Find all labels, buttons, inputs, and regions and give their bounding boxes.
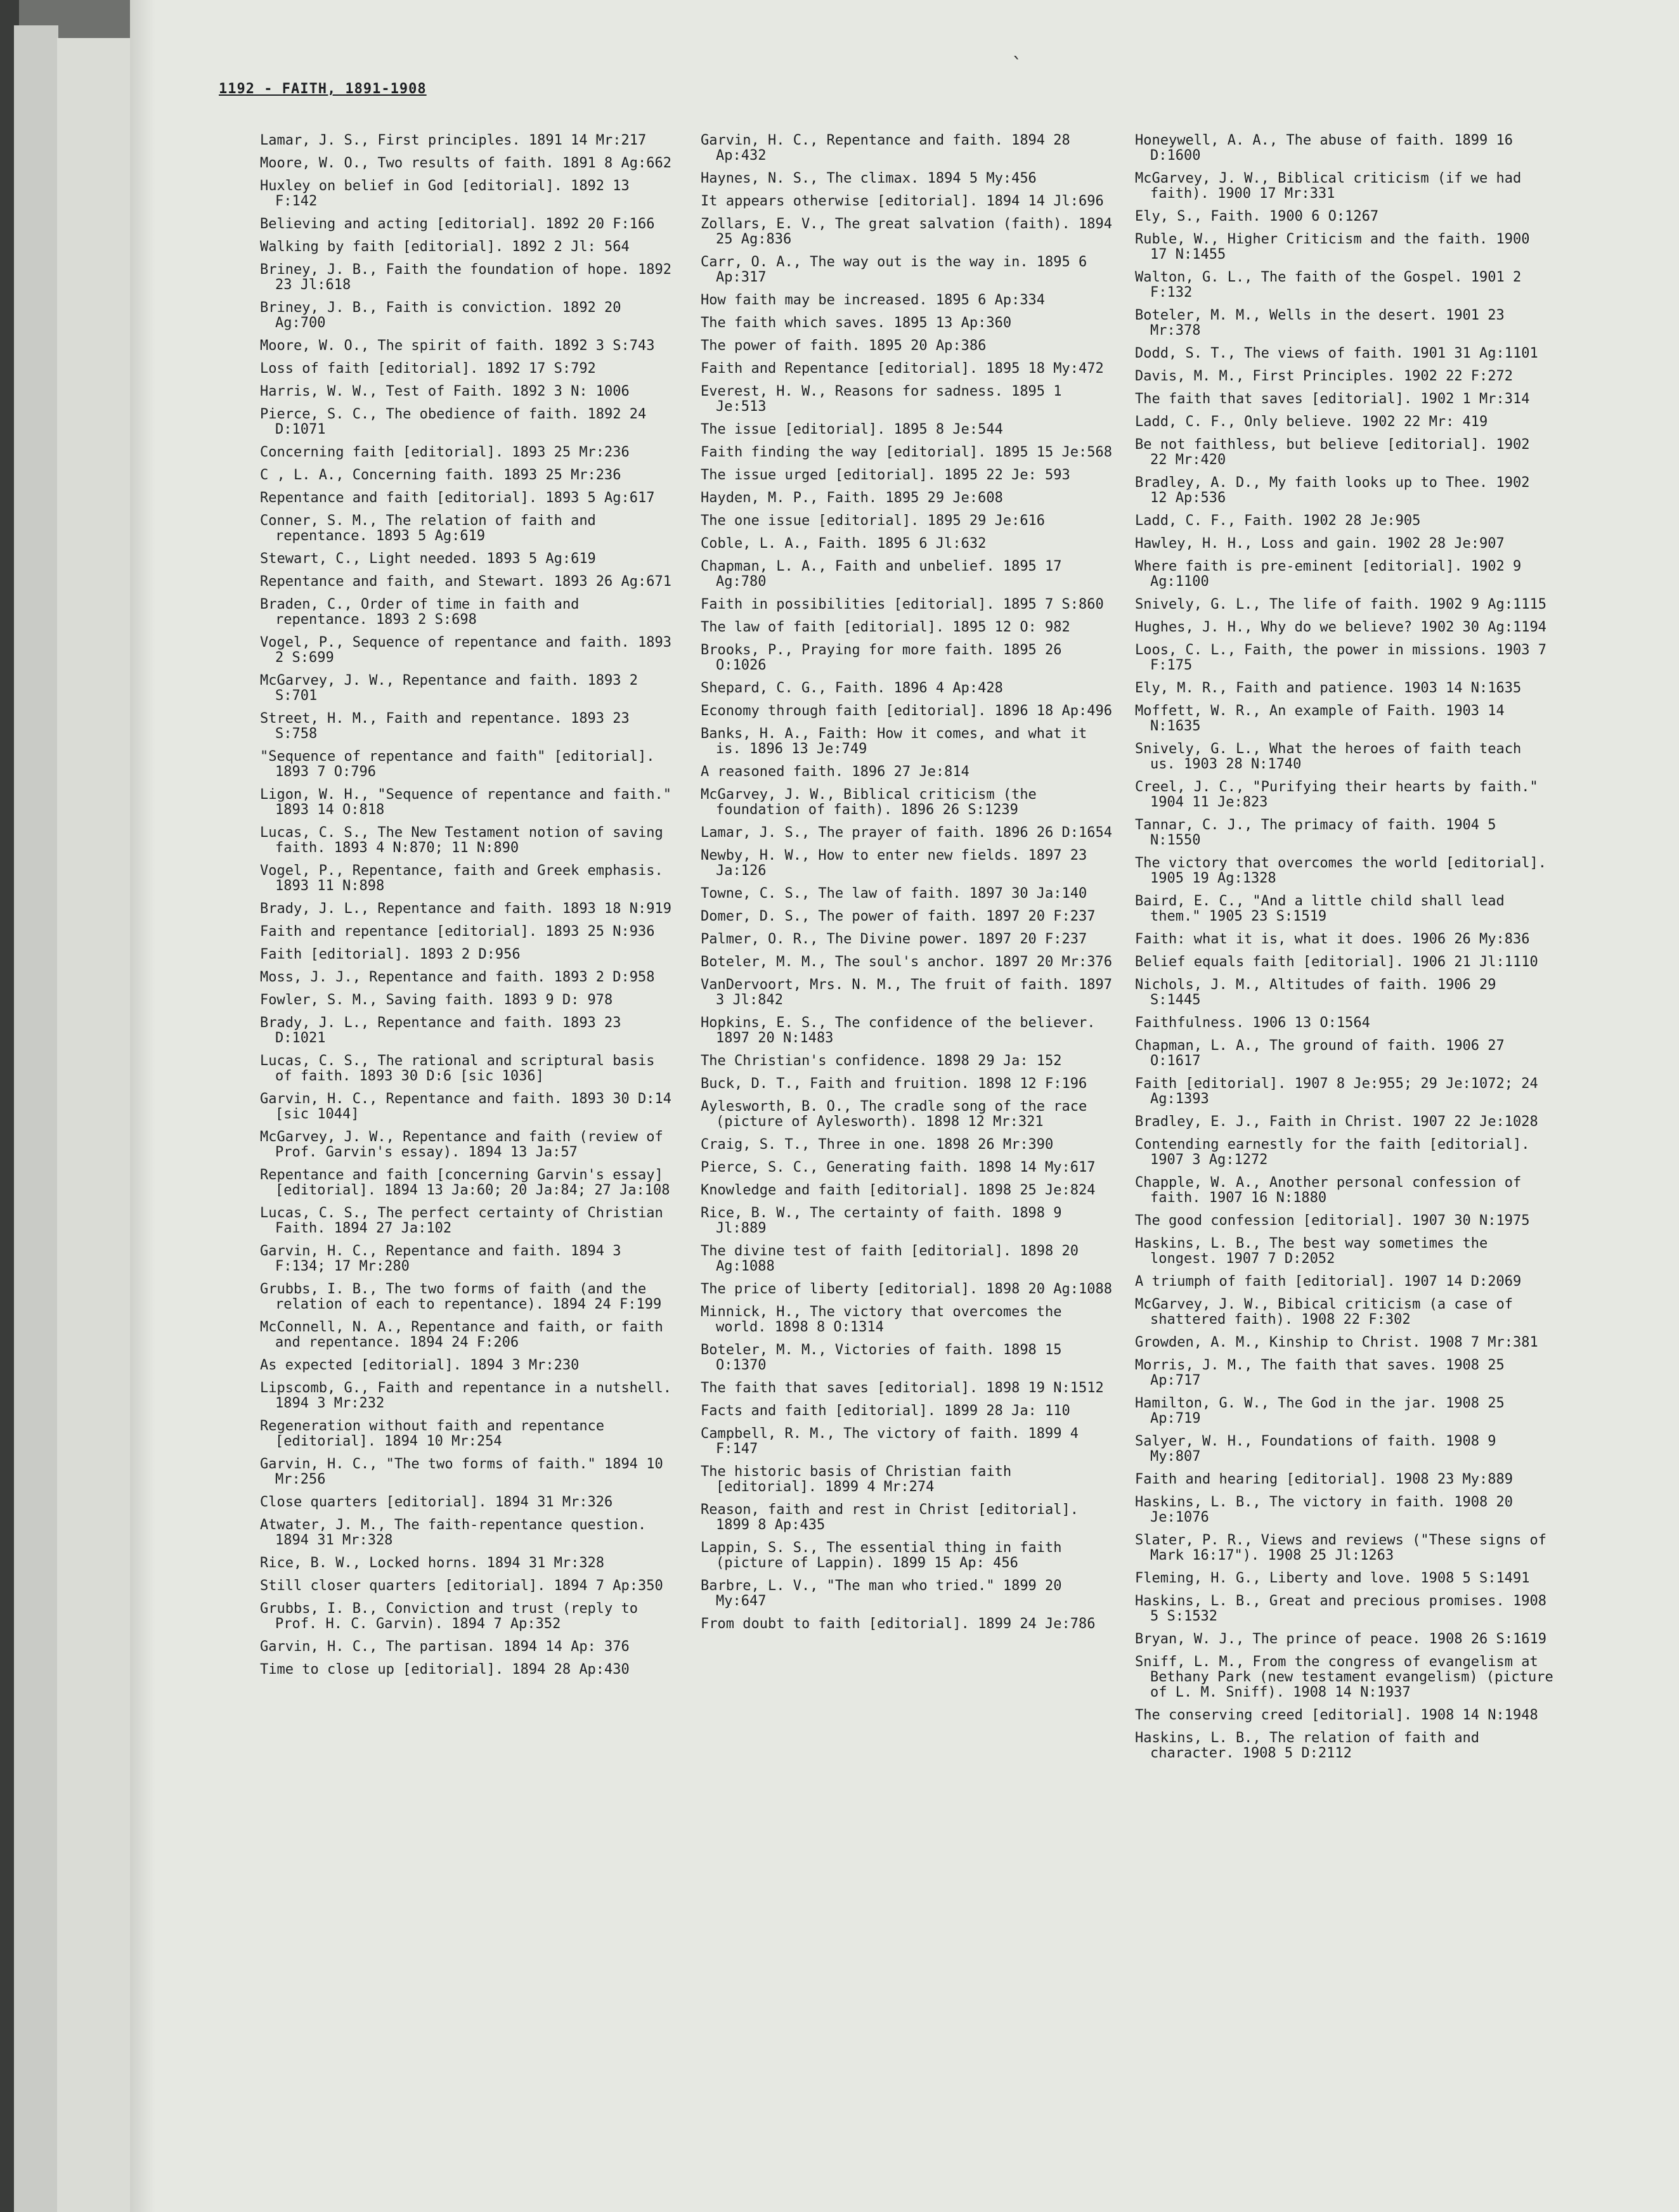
index-entry: Loss of faith [editorial]. 1892 17 S:792 bbox=[260, 361, 596, 377]
index-entry: Close quarters [editorial]. 1894 31 Mr:326 bbox=[260, 1494, 613, 1510]
index-entry: Lipscomb, G., Faith and repentance in a nutshell. 1894 3 Mr:232 bbox=[260, 1380, 672, 1411]
index-entry: Nichols, J. M., Altitudes of faith. 1906 29 S:1445 bbox=[1135, 977, 1496, 1008]
index-entry: Hughes, J. H., Why do we believe? 1902 30 Ag:1194 bbox=[1135, 619, 1547, 635]
index-entry: Hayden, M. P., Faith. 1895 29 Je:608 bbox=[701, 490, 1003, 506]
index-entry: A triumph of faith [editorial]. 1907 14 D:2069 bbox=[1135, 1274, 1522, 1290]
index-entry: Briney, J. B., Faith is conviction. 1892 20 Ag:700 bbox=[260, 300, 621, 331]
index-entry: Briney, J. B., Faith the foundation of hope. 1892 23 Jl:618 bbox=[260, 262, 672, 293]
index-entry: Bradley, E. J., Faith in Christ. 1907 22 Je:1028 bbox=[1135, 1114, 1538, 1130]
index-entry: Morris, J. M., The faith that saves. 1908 25 Ap:717 bbox=[1135, 1357, 1505, 1388]
index-entry: Boteler, M. M., Wells in the desert. 1901 23 Mr:378 bbox=[1135, 307, 1505, 339]
index-entry: Concerning faith [editorial]. 1893 25 Mr:236 bbox=[260, 444, 630, 460]
index-entry: Chapple, W. A., Another personal confession of faith. 1907 16 N:1880 bbox=[1135, 1175, 1522, 1206]
index-entry: The Christian's confidence. 1898 29 Ja: 152 bbox=[701, 1053, 1062, 1069]
page-header: 1192 - FAITH, 1891-1908 bbox=[219, 81, 427, 97]
index-entry: Garvin, H. C., The partisan. 1894 14 Ap: 376 bbox=[260, 1639, 630, 1655]
index-entry: Ely, S., Faith. 1900 6 O:1267 bbox=[1135, 209, 1379, 224]
index-entry: Lucas, C. S., The perfect certainty of Christian Faith. 1894 27 Ja:102 bbox=[260, 1205, 663, 1236]
index-entry: Harris, W. W., Test of Faith. 1892 3 N: 1006 bbox=[260, 384, 630, 399]
index-entry: Ladd, C. F., Only believe. 1902 22 Mr: 419 bbox=[1135, 414, 1488, 430]
index-entry: Lappin, S. S., The essential thing in faith (picture of Lappin). 1899 15 Ap: 456 bbox=[701, 1540, 1062, 1571]
index-entry: The one issue [editorial]. 1895 29 Je:616 bbox=[701, 513, 1046, 529]
index-entry: The divine test of faith [editorial]. 1898 20 Ag:1088 bbox=[701, 1243, 1079, 1274]
index-entry: Growden, A. M., Kinship to Christ. 1908 7 Mr:381 bbox=[1135, 1335, 1538, 1350]
index-entry: Knowledge and faith [editorial]. 1898 25 Je:824 bbox=[701, 1182, 1096, 1198]
index-entry: Repentance and faith [editorial]. 1893 5 Ag:617 bbox=[260, 490, 655, 506]
index-entry: Still closer quarters [editorial]. 1894 7 Ap:350 bbox=[260, 1578, 663, 1594]
index-entry: Sniff, L. M., From the congress of evangelism at Bethany Park (new testament evangelism) (picture of L. M. Sniff). 1908 14 N:1937 bbox=[1135, 1654, 1553, 1700]
index-entry: Creel, J. C., "Purifying their hearts by faith." 1904 11 Je:823 bbox=[1135, 779, 1538, 810]
index-entry: Street, H. M., Faith and repentance. 1893 23 S:758 bbox=[260, 711, 630, 742]
index-entry: Time to close up [editorial]. 1894 28 Ap:430 bbox=[260, 1662, 630, 1678]
index-entry: Slater, P. R., Views and reviews ("These signs of Mark 16:17"). 1908 25 Jl:1263 bbox=[1135, 1532, 1547, 1563]
index-entry: Salyer, W. H., Foundations of faith. 1908 9 My:807 bbox=[1135, 1433, 1496, 1465]
index-entry: Newby, H. W., How to enter new fields. 1897 23 Ja:126 bbox=[701, 848, 1087, 879]
index-entry: Moffett, W. R., An example of Faith. 1903 14 N:1635 bbox=[1135, 703, 1505, 734]
index-entry: Bryan, W. J., The prince of peace. 1908 26 S:1619 bbox=[1135, 1631, 1547, 1647]
index-entry: Lucas, C. S., The New Testament notion of saving faith. 1893 4 N:870; 11 N:890 bbox=[260, 825, 663, 856]
index-entry: VanDervoort, Mrs. N. M., The fruit of faith. 1897 3 Jl:842 bbox=[701, 977, 1113, 1008]
index-entry: Boteler, M. M., Victories of faith. 1898 15 O:1370 bbox=[701, 1342, 1062, 1373]
index-entry: McGarvey, J. W., Biblical criticism (the foundation of faith). 1896 26 S:1239 bbox=[701, 787, 1037, 818]
index-entry: Brooks, P., Praying for more faith. 1895 26 O:1026 bbox=[701, 642, 1062, 673]
index-entry: McGarvey, J. W., Bibical criticism (a case of shattered faith). 1908 22 F:302 bbox=[1135, 1297, 1514, 1328]
index-entry: The law of faith [editorial]. 1895 12 O: 982 bbox=[701, 619, 1070, 635]
index-entry: Faith and repentance [editorial]. 1893 25 N:936 bbox=[260, 924, 655, 940]
index-entry: Honeywell, A. A., The abuse of faith. 1899 16 D:1600 bbox=[1135, 133, 1514, 164]
index-entry: Bradley, A. D., My faith looks up to Thee. 1902 12 Ap:536 bbox=[1135, 475, 1530, 506]
index-entry: McGarvey, J. W., Repentance and faith (review of Prof. Garvin's essay). 1894 13 Ja:57 bbox=[260, 1129, 663, 1160]
index-entry: The victory that overcomes the world [editorial]. 1905 19 Ag:1328 bbox=[1135, 855, 1547, 886]
index-entry: Facts and faith [editorial]. 1899 28 Ja: 110 bbox=[701, 1403, 1070, 1419]
index-entry: Haynes, N. S., The climax. 1894 5 My:456 bbox=[701, 171, 1037, 186]
index-entry: Contending earnestly for the faith [editorial]. 1907 3 Ag:1272 bbox=[1135, 1137, 1530, 1168]
index-entry: Tannar, C. J., The primacy of faith. 1904 5 N:1550 bbox=[1135, 817, 1496, 848]
index-entry: McGarvey, J. W., Repentance and faith. 1893 2 S:701 bbox=[260, 673, 639, 704]
index-entry: Moore, W. O., Two results of faith. 1891 8 Ag:662 bbox=[260, 155, 672, 171]
index-entry: Palmer, O. R., The Divine power. 1897 20 F:237 bbox=[701, 931, 1087, 947]
index-entry: Ladd, C. F., Faith. 1902 28 Je:905 bbox=[1135, 513, 1421, 529]
index-entry: It appears otherwise [editorial]. 1894 14 Jl:696 bbox=[701, 193, 1104, 209]
index-entry: Shepard, C. G., Faith. 1896 4 Ap:428 bbox=[701, 680, 1003, 696]
index-entry: Economy through faith [editorial]. 1896 18 Ap:496 bbox=[701, 703, 1113, 719]
document-page bbox=[130, 0, 1679, 2212]
index-entry: The issue urged [editorial]. 1895 22 Je: 593 bbox=[701, 467, 1070, 483]
page-edge-middle bbox=[57, 38, 133, 2212]
index-entry: Faith in possibilities [editorial]. 1895 7 S:860 bbox=[701, 597, 1104, 612]
index-entry: Garvin, H. C., Repentance and faith. 1894 3 F:134; 17 Mr:280 bbox=[260, 1243, 621, 1274]
index-entry: Hamilton, G. W., The God in the jar. 1908 25 Ap:719 bbox=[1135, 1395, 1505, 1426]
index-column-1 bbox=[260, 133, 678, 1685]
index-entry: Stewart, C., Light needed. 1893 5 Ag:619 bbox=[260, 551, 596, 567]
index-entry: Pierce, S. C., Generating faith. 1898 14 My:617 bbox=[701, 1160, 1096, 1175]
index-entry: How faith may be increased. 1895 6 Ap:334 bbox=[701, 292, 1046, 308]
index-entry: Garvin, H. C., Repentance and faith. 1893 30 D:14 [sic 1044] bbox=[260, 1091, 672, 1122]
index-entry: Ruble, W., Higher Criticism and the faith. 1900 17 N:1455 bbox=[1135, 231, 1530, 262]
index-entry: Garvin, H. C., "The two forms of faith." 1894 10 Mr:256 bbox=[260, 1456, 663, 1487]
index-entry: Be not faithless, but believe [editorial]. 1902 22 Mr:420 bbox=[1135, 437, 1530, 468]
index-entry: C , L. A., Concerning faith. 1893 25 Mr:236 bbox=[260, 467, 621, 483]
index-entry: Braden, C., Order of time in faith and repentance. 1893 2 S:698 bbox=[260, 597, 580, 628]
index-entry: A reasoned faith. 1896 27 Je:814 bbox=[701, 764, 969, 780]
index-entry: The faith that saves [editorial]. 1902 1 Mr:314 bbox=[1135, 391, 1530, 407]
index-entry: Faith finding the way [editorial]. 1895 15 Je:568 bbox=[701, 444, 1113, 460]
index-entry: Hopkins, E. S., The confidence of the believer. 1897 20 N:1483 bbox=[701, 1015, 1096, 1046]
index-entry: Rice, B. W., Locked horns. 1894 31 Mr:328 bbox=[260, 1555, 605, 1571]
index-entry: From doubt to faith [editorial]. 1899 24 Je:786 bbox=[701, 1616, 1096, 1632]
index-entry: McConnell, N. A., Repentance and faith, or faith and repentance. 1894 24 F:206 bbox=[260, 1319, 663, 1350]
index-entry: Faith [editorial]. 1907 8 Je:955; 29 Je:1072; 24 Ag:1393 bbox=[1135, 1076, 1538, 1107]
index-entry: The conserving creed [editorial]. 1908 14 N:1948 bbox=[1135, 1707, 1538, 1723]
index-entry: Lamar, J. S., The prayer of faith. 1896 26 D:1654 bbox=[701, 825, 1113, 841]
index-entry: Lamar, J. S., First principles. 1891 14 Mr:217 bbox=[260, 133, 647, 148]
index-entry: Haskins, L. B., The victory in faith. 1908 20 Je:1076 bbox=[1135, 1494, 1514, 1525]
index-entry: Repentance and faith [concerning Garvin's essay] [editorial]. 1894 13 Ja:60; 20 Ja:84; 27 Ja:108 bbox=[260, 1167, 670, 1198]
index-entry: Ely, M. R., Faith and patience. 1903 14 N:1635 bbox=[1135, 680, 1522, 696]
index-entry: Towne, C. S., The law of faith. 1897 30 Ja:140 bbox=[701, 886, 1087, 902]
index-entry: Snively, G. L., What the heroes of faith teach us. 1903 28 N:1740 bbox=[1135, 741, 1522, 772]
index-entry: Grubbs, I. B., Conviction and trust (reply to Prof. H. C. Garvin). 1894 7 Ap:352 bbox=[260, 1601, 639, 1632]
index-entry: Where faith is pre-eminent [editorial]. 1902 9 Ag:1100 bbox=[1135, 559, 1522, 590]
index-entry: Davis, M. M., First Principles. 1902 22 F:272 bbox=[1135, 368, 1514, 384]
index-entry: Ligon, W. H., "Sequence of repentance and faith." 1893 14 O:818 bbox=[260, 787, 672, 818]
index-column-3 bbox=[1135, 133, 1553, 1769]
index-entry: Brady, J. L., Repentance and faith. 1893 23 D:1021 bbox=[260, 1015, 621, 1046]
index-entry: The price of liberty [editorial]. 1898 20 Ag:1088 bbox=[701, 1281, 1113, 1297]
index-entry: Faith and Repentance [editorial]. 1895 18 My:472 bbox=[701, 361, 1104, 377]
index-entry: The power of faith. 1895 20 Ap:386 bbox=[701, 338, 987, 354]
index-entry: Minnick, H., The victory that overcomes the world. 1898 8 O:1314 bbox=[701, 1304, 1062, 1335]
index-entry: Grubbs, I. B., The two forms of faith (and the relation of each to repentance). 1894 24 F:199 bbox=[260, 1281, 662, 1312]
index-entry: Snively, G. L., The life of faith. 1902 9 Ag:1115 bbox=[1135, 597, 1547, 612]
index-entry: The faith that saves [editorial]. 1898 19 N:1512 bbox=[701, 1380, 1104, 1396]
index-entry: Regeneration without faith and repentance [editorial]. 1894 10 Mr:254 bbox=[260, 1418, 605, 1449]
index-entry: Banks, H. A., Faith: How it comes, and what it is. 1896 13 Je:749 bbox=[701, 726, 1087, 757]
index-entry: Barbre, L. V., "The man who tried." 1899 20 My:647 bbox=[701, 1578, 1062, 1609]
index-entry: Faithfulness. 1906 13 O:1564 bbox=[1135, 1015, 1370, 1031]
index-entry: The historic basis of Christian faith [editorial]. 1899 4 Mr:274 bbox=[701, 1464, 1012, 1495]
index-entry: Conner, S. M., The relation of faith and repentance. 1893 5 Ag:619 bbox=[260, 513, 596, 544]
index-entry: Fleming, H. G., Liberty and love. 1908 5 S:1491 bbox=[1135, 1570, 1530, 1586]
index-entry: Faith and hearing [editorial]. 1908 23 My:889 bbox=[1135, 1471, 1514, 1487]
index-entry: Haskins, L. B., Great and precious promises. 1908 5 S:1532 bbox=[1135, 1593, 1547, 1624]
index-entry: Huxley on belief in God [editorial]. 1892 13 F:142 bbox=[260, 178, 630, 209]
index-entry: Hawley, H. H., Loss and gain. 1902 28 Je:907 bbox=[1135, 536, 1505, 552]
index-entry: Walton, G. L., The faith of the Gospel. 1901 2 F:132 bbox=[1135, 269, 1522, 301]
page-edge-back bbox=[14, 25, 58, 2212]
index-entry: Lucas, C. S., The rational and scriptural basis of faith. 1893 30 D:6 [sic 1036] bbox=[260, 1053, 655, 1084]
index-entry: The good confession [editorial]. 1907 30 N:1975 bbox=[1135, 1213, 1530, 1229]
index-entry: Reason, faith and rest in Christ [editorial]. 1899 8 Ap:435 bbox=[701, 1502, 1079, 1533]
index-entry: Campbell, R. M., The victory of faith. 1899 4 F:147 bbox=[701, 1426, 1079, 1457]
index-column-2 bbox=[701, 133, 1119, 1640]
index-entry: Boteler, M. M., The soul's anchor. 1897 20 Mr:376 bbox=[701, 954, 1113, 970]
index-entry: Coble, L. A., Faith. 1895 6 Jl:632 bbox=[701, 536, 987, 552]
index-entry: As expected [editorial]. 1894 3 Mr:230 bbox=[260, 1357, 580, 1373]
index-entry: Chapman, L. A., Faith and unbelief. 1895 17 Ag:780 bbox=[701, 559, 1062, 590]
index-entry: Everest, H. W., Reasons for sadness. 1895 1 Je:513 bbox=[701, 384, 1062, 415]
index-entry: Haskins, L. B., The best way sometimes the longest. 1907 7 D:2052 bbox=[1135, 1236, 1488, 1267]
index-entry: The issue [editorial]. 1895 8 Je:544 bbox=[701, 422, 1003, 437]
index-entry: Walking by faith [editorial]. 1892 2 Jl: 564 bbox=[260, 239, 630, 255]
index-entry: Vogel, P., Sequence of repentance and faith. 1893 2 S:699 bbox=[260, 635, 672, 666]
index-entry: Haskins, L. B., The relation of faith and character. 1908 5 D:2112 bbox=[1135, 1730, 1480, 1761]
index-entry: Aylesworth, B. O., The cradle song of the race (picture of Aylesworth). 1898 12 Mr:321 bbox=[701, 1099, 1087, 1130]
stray-mark: ` bbox=[1011, 54, 1023, 76]
index-entry: Believing and acting [editorial]. 1892 20 F:166 bbox=[260, 216, 655, 232]
index-entry: Carr, O. A., The way out is the way in. 1895 6 Ap:317 bbox=[701, 254, 1087, 285]
index-entry: Atwater, J. M., The faith-repentance question. 1894 31 Mr:328 bbox=[260, 1517, 647, 1548]
index-entry: Moss, J. J., Repentance and faith. 1893 2 D:958 bbox=[260, 969, 655, 985]
index-entry: Zollars, E. V., The great salvation (faith). 1894 25 Ag:836 bbox=[701, 216, 1113, 247]
index-entry: McGarvey, J. W., Biblical criticism (if we had faith). 1900 17 Mr:331 bbox=[1135, 171, 1522, 202]
index-entry: Fowler, S. M., Saving faith. 1893 9 D: 978 bbox=[260, 992, 613, 1008]
index-entry: Rice, B. W., The certainty of faith. 1898 9 Jl:889 bbox=[701, 1205, 1062, 1236]
index-entry: Loos, C. L., Faith, the power in missions. 1903 7 F:175 bbox=[1135, 642, 1547, 673]
index-entry: Buck, D. T., Faith and fruition. 1898 12 F:196 bbox=[701, 1076, 1087, 1092]
index-entry: Brady, J. L., Repentance and faith. 1893 18 N:919 bbox=[260, 901, 672, 917]
index-entry: Baird, E. C., "And a little child shall lead them." 1905 23 S:1519 bbox=[1135, 893, 1505, 924]
index-entry: Pierce, S. C., The obedience of faith. 1892 24 D:1071 bbox=[260, 406, 647, 437]
index-entry: Dodd, S. T., The views of faith. 1901 31 Ag:1101 bbox=[1135, 346, 1538, 361]
index-entry: Faith: what it is, what it does. 1906 26 My:836 bbox=[1135, 931, 1530, 947]
index-entry: Belief equals faith [editorial]. 1906 21 Jl:1110 bbox=[1135, 954, 1538, 970]
index-entry: "Sequence of repentance and faith" [editorial]. 1893 7 O:796 bbox=[260, 749, 655, 780]
index-entry: The faith which saves. 1895 13 Ap:360 bbox=[701, 315, 1012, 331]
index-entry: Moore, W. O., The spirit of faith. 1892 3 S:743 bbox=[260, 338, 655, 354]
index-entry: Chapman, L. A., The ground of faith. 1906 27 O:1617 bbox=[1135, 1038, 1505, 1069]
index-entry: Faith [editorial]. 1893 2 D:956 bbox=[260, 947, 521, 962]
index-entry: Repentance and faith, and Stewart. 1893 26 Ag:671 bbox=[260, 574, 672, 590]
index-entry: Domer, D. S., The power of faith. 1897 20 F:237 bbox=[701, 909, 1096, 924]
index-entry: Craig, S. T., Three in one. 1898 26 Mr:390 bbox=[701, 1137, 1054, 1153]
index-entry: Vogel, P., Repentance, faith and Greek emphasis. 1893 11 N:898 bbox=[260, 863, 663, 894]
index-entry: Garvin, H. C., Repentance and faith. 1894 28 Ap:432 bbox=[701, 133, 1070, 164]
